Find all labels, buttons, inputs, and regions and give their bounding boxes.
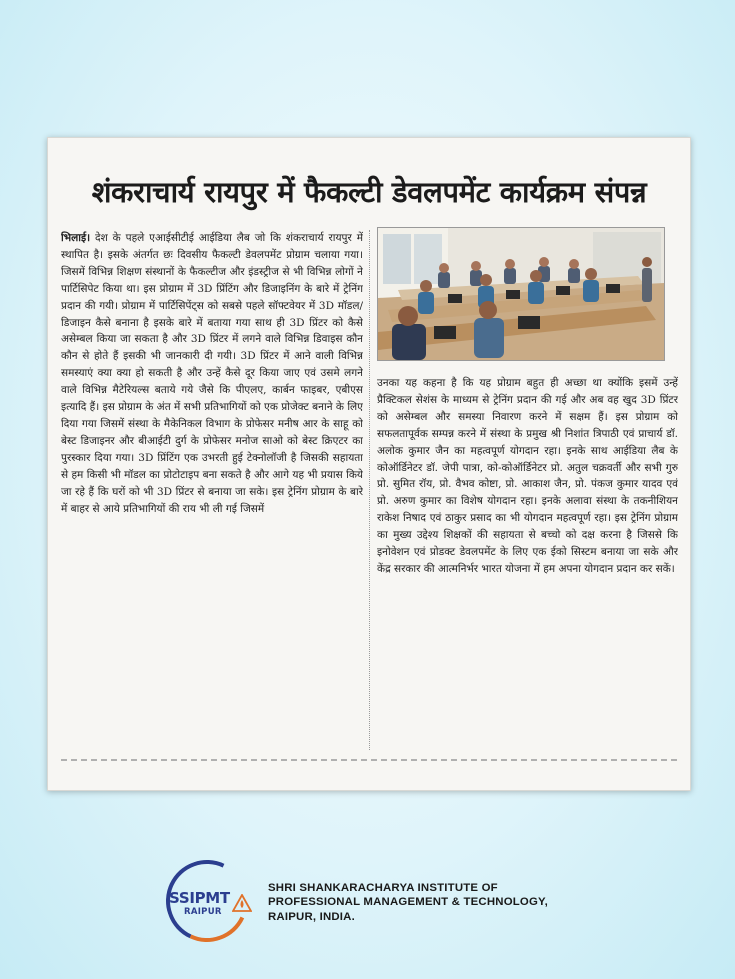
article-headline: शंकराचार्य रायपुर में फैकल्टी डेवलपमेंट कार्यक्रम संपन्न: [91, 175, 647, 209]
article-column-left: [61, 230, 363, 750]
newspaper-clipping: [47, 137, 691, 791]
column-divider: [369, 230, 370, 750]
ssipmt-logo: [166, 860, 256, 940]
clipping-bottom-rule: [61, 759, 677, 761]
article-dateline: भिलाई।: [61, 232, 91, 244]
article-body-right: उनका यह कहना है कि यह प्रोग्राम बहुत ही अच्छा था क्योंकि इसमें उन्हें प्रैक्टिकल सेशंस के माध्यम से ट्रेनिंग प्रदान की गई और अब वह खुद 3D प्रिंटर को असेम्बल और समस्या निवारण करने में सक्षम हैं। इस प्रोग्राम को सफलतापूर्वक सम्पन्न करने में संस्था के प्रमुख श्री निशांत त्रिपाठी एवं प्राचार्य डॉ. अलोक कुमार जैन का महत्वपूर्ण योगदान रहा। इनके साथ आईडिया लैब के कोऑर्डिनेटर डॉ. जेपी पात्रा, को-कोऑर्डिनेटर प्रो. अतुल चक्रवर्ती और सभी गुरु प्रो. सुमित रॉय, प्रो. वैभव कोष्टा, प्रो. आकाश जैन, प्रो. पंकज कुमार यादव एवं प्रो. अरुण कुमार का विशेष योगदान रहा। इनके अलावा संस्था के तकनीशियन राकेश निषाद एवं ठाकुर प्रसाद का भी योगदान महत्वपूर्ण रहा। इस ट्रेनिंग प्रोग्राम का मुख्य उद्देश्य शिक्षकों की सहायता से बच्चो को दक्ष करना है जिससे कि इनोवेशन एवं प्रोडक्ट डेवलपमेंट के लिए एक ईको सिस्टम बनाया जा सके और केंद्र सरकार की आत्मनिर्भर भारत योजना में हम अपना योगदान प्रदान कर सकें।: [377, 377, 678, 575]
article-body-left: देश के पहले एआईसीटीई आईडिया लैब जो कि शंकराचार्य रायपुर में स्थापित है। इसके अंतर्गत छः दिवसीय फैकल्टी डेवलपमेंट प्रोग्राम चलाया गया। जिसमें विभिन्न शिक्षण संस्थानों के फैकल्टीज और इंडस्ट्रीज से भी विभिन्न लोगों ने पार्टिसिपेट किया था। इस प्रोग्राम में 3D प्रिंटिंग और डिजाइनिंग के बारे में ट्रेनिंग प्रदान की गयी। प्रोग्राम में पार्टिसिपेंट्स को सबसे पहले सॉफ्टवेयर में 3D मॉडल/डिजाइन कैसे बनाना है इसके बारे में बताया गया साथ ही 3D प्रिंटर को कैसे असेम्बल किया जा सकता है और 3D प्रिंटर में लगने वाले विभिन्न डिवाइस कौन कौन से होते हैं इसकी भी जानकारी दी गयी। 3D प्रिंटर में आने वाली विभिन्न समस्याएं क्या क्या हो सकती है और उन्हें कैसे दूर किया जाए एवं उसमे लगने वाले विभिन्न मैटेरियल्स बताये गये जैसे कि पीएलए, कार्बन फाइबर, एबीएस इत्यादि हैं। इस प्रोग्राम के अंत में सभी प्रतिभागियों को एक प्रोजेक्ट बनाने के लिए दिया गया जिसमें संस्था के मैकेनिकल विभाग के प्रोफेसर मनीष आर के साहू को बेस्ट डिजाइनर और बीआईटी दुर्ग के प्रोफेसर मनोज साओ को बेस्ट क्रिएटर का पुरस्कार दिया गया। 3D प्रिंटिंग एक उभरती हुई टेक्नोलॉजी है जिसकी सहायता से हम किसी भी मॉडल का प्रोटोटाइप बना सकते है और आगे यह भी प्रयास किये जा रहे हैं कि घरों को भी 3D प्रिंटर से बनाया जा सके। इस ट्रेनिंग प्रोग्राम के बारे में बाहर से आये प्रतिभागियों की राय भी ली गई जिसमें: [61, 232, 363, 515]
flame-emblem-icon: [232, 894, 252, 912]
article-column-right: [377, 375, 678, 755]
institute-name-line-1: SHRI SHANKARACHARYA INSTITUTE OF: [268, 882, 498, 894]
institute-footer: [166, 860, 586, 942]
institute-name-line-3: RAIPUR, INDIA.: [268, 910, 355, 923]
article-photo-classroom: [377, 227, 665, 361]
logo-name: SSIPMT: [169, 889, 230, 907]
institute-name: [268, 881, 548, 924]
institute-name-line-2: PROFESSIONAL MANAGEMENT & TECHNOLOGY,: [268, 896, 548, 909]
logo-city: RAIPUR: [184, 907, 222, 917]
